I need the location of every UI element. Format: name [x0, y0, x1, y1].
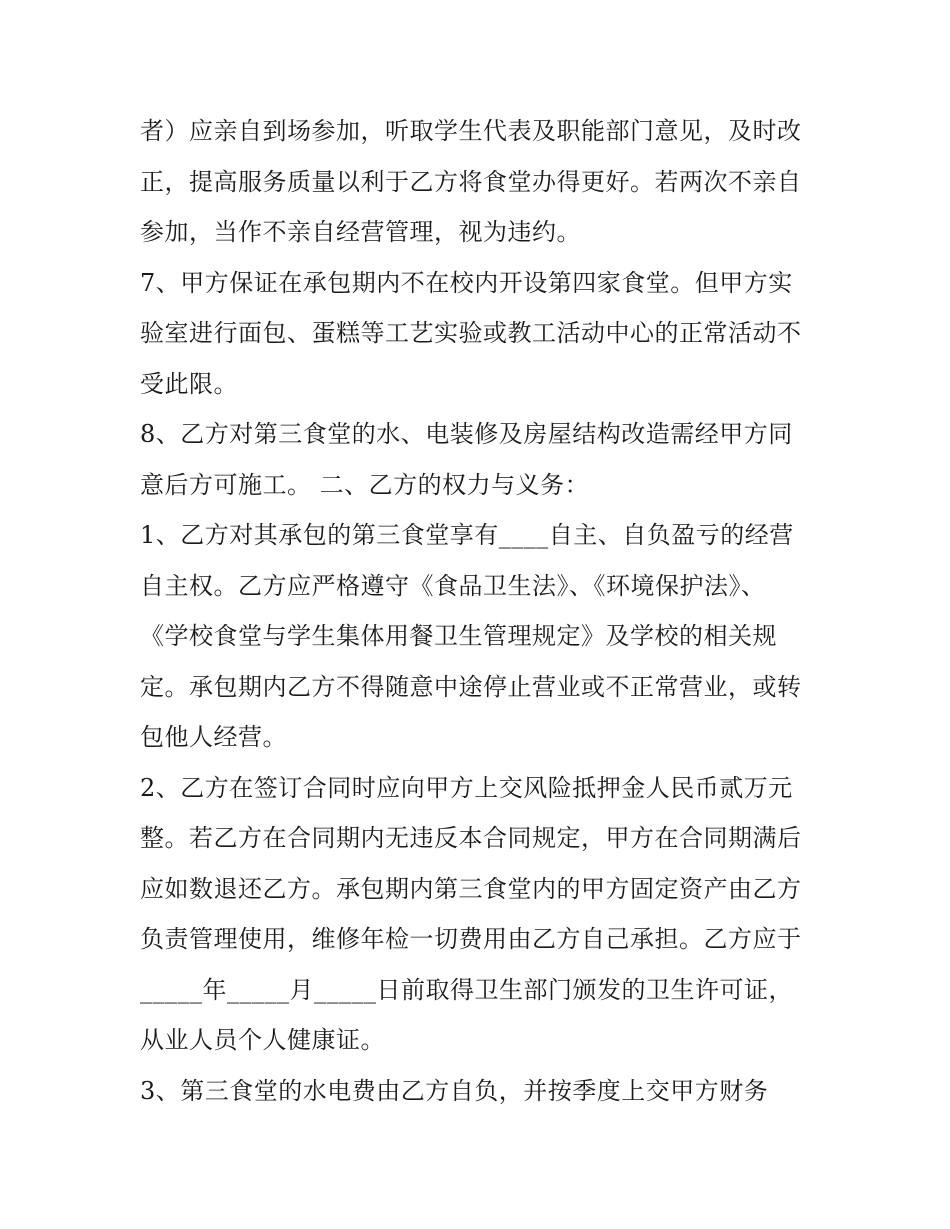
text-line: 自主权。乙方应严格遵守《食品卫生法》、《环境保护法》、: [140, 571, 766, 600]
text-line: 应如数退还乙方。承包期内第三食堂内的甲方固定资产由乙方: [140, 874, 802, 903]
text-line: 从业人员个人健康证。: [140, 1026, 385, 1054]
text-line: 验室进行面包、蛋糕等工艺实验或教工活动中心的正常活动不: [140, 319, 802, 347]
text-line: 定。承包期内乙方不得随意中途停止营业或不正常营业，或转: [140, 672, 802, 701]
text-line: 8、乙方对第三食堂的水、电装修及房屋结构改造需经甲方同: [140, 420, 793, 448]
text-line: 2、乙方在签订合同时应向甲方上交风险抵押金人民币贰万元: [140, 773, 793, 802]
text-line: _____年_____月_____日前取得卫生部门颁发的卫生许可证，: [140, 975, 793, 1004]
text-line: 包他人经营。: [140, 723, 287, 751]
text-line: 受此限。: [140, 369, 238, 398]
text-line: 正，提高服务质量以利于乙方将食堂办得更好。若两次不亲自: [140, 167, 802, 196]
text-line: 7、甲方保证在承包期内不在校内开设第四家食堂。但甲方实: [140, 268, 793, 297]
text-line: 负责管理使用，维修年检一切费用由乙方自己承担。乙方应于: [140, 925, 802, 953]
text-line: 整。若乙方在合同期内无违反本合同规定，甲方在合同期满后: [140, 824, 802, 852]
text-line: 参加，当作不亲自经营管理，视为违约。: [140, 218, 581, 246]
document-body: [140, 106, 820, 1116]
text-line: 3、第三食堂的水电费由乙方自负，并按季度上交甲方财务: [140, 1076, 769, 1105]
text-line: 者）应亲自到场参加，听取学生代表及职能部门意见，及时改: [140, 117, 802, 145]
text-line: 1、乙方对其承包的第三食堂享有____自主、自负盈亏的经营: [140, 521, 794, 549]
text-line: 意后方可施工。 二、乙方的权力与义务：: [140, 470, 590, 499]
text-line: 《学校食堂与学生集体用餐卫生管理规定》及学校的相关规: [140, 622, 777, 650]
